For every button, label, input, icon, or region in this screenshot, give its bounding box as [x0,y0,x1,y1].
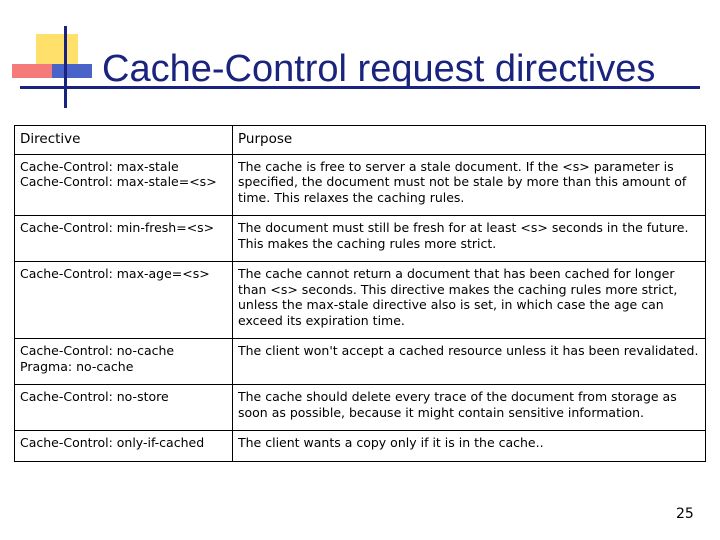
purpose-cell: The client won't accept a cached resource unless it has been revalidated. [233,339,706,385]
header-purpose: Purpose [233,126,706,155]
table-row [15,154,706,216]
slide-title: Cache-Control request directives [102,48,656,90]
directive-cell [15,154,233,216]
table-row [15,216,706,262]
directive-cell [15,385,233,431]
table-header-row [15,126,706,155]
directive-text: Cache-Control: only-if-cached [20,435,205,450]
page-number: 25 [676,506,694,522]
directive-text: Cache-Control: min-fresh=<s> [20,220,215,235]
directive-cell [15,262,233,339]
purpose-cell: The cache is free to server a stale document. If the <s> parameter is specified, the document must not be stale by more than this amount of time. This relaxes the caching rules. [233,154,706,216]
directive-text: Cache-Control: no-store [20,389,169,404]
directive-text: Cache-Control: max-stale [20,158,179,174]
directive-text: Pragma: no-cache [20,358,134,374]
header-directive: Directive [15,126,233,155]
directive-text: Cache-Control: max-stale=<s> [20,174,217,189]
purpose-cell: The document must still be fresh for at least <s> seconds in the future. This makes the caching rules more strict. [233,216,706,262]
decor-blue-bar [52,64,92,78]
directive-cell [15,339,233,385]
table-row [15,262,706,339]
directives-table [14,125,706,462]
directive-cell [15,216,233,262]
table-row [15,431,706,462]
purpose-cell: The cache cannot return a document that has been cached for longer than <s> seconds. This directive makes the caching rules more strict, unless the max-stale directive also is set, in which case the age can exceed its expiration time. [233,262,706,339]
table-row [15,339,706,385]
purpose-cell: The cache should delete every trace of the document from storage as soon as possible, because it might contain sensitive information. [233,385,706,431]
directive-text: Cache-Control: max-age=<s> [20,266,210,281]
table-row [15,385,706,431]
directive-cell [15,431,233,462]
directive-text: Cache-Control: no-cache [20,343,175,358]
purpose-cell: The client wants a copy only if it is in the cache.. [233,431,706,462]
decor-vertical-line [64,26,67,108]
